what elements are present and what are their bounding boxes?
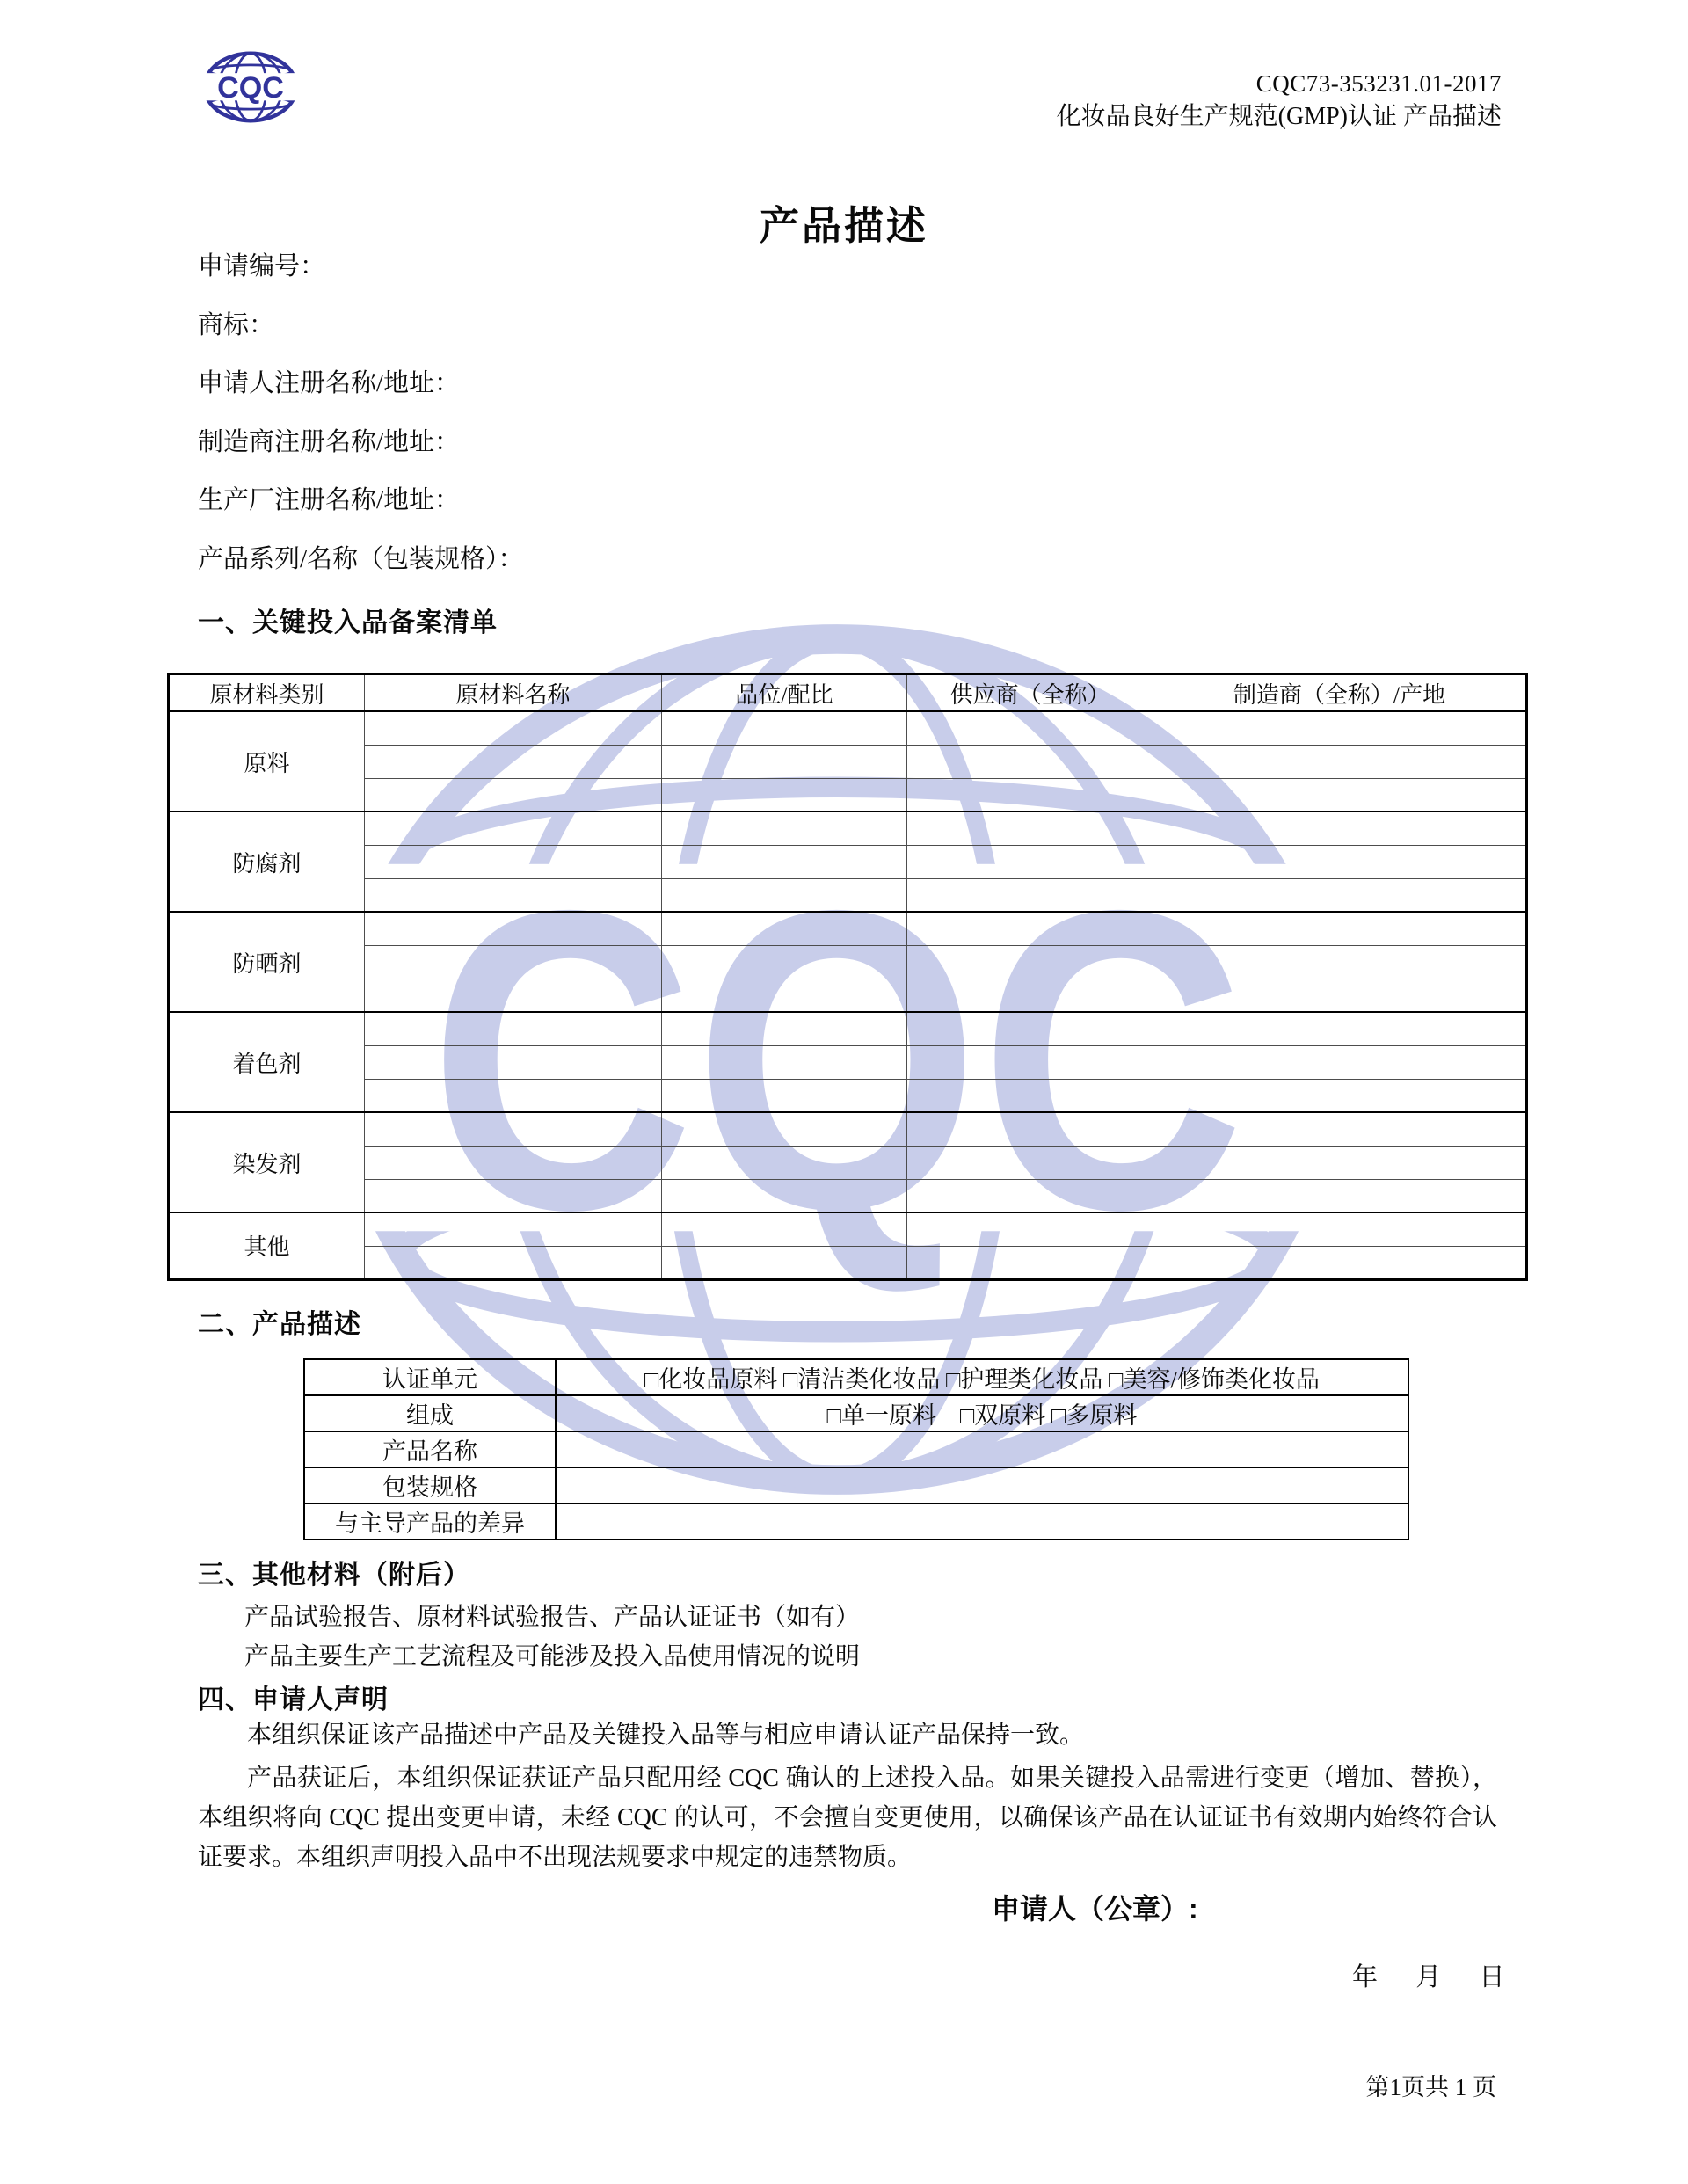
doc-number: CQC73-353231.01-2017 — [1255, 70, 1502, 97]
table1-empty-cell — [1153, 845, 1527, 878]
table1-empty-cell — [907, 1146, 1153, 1179]
table1-empty-cell — [662, 945, 907, 979]
table1-empty-cell — [662, 1212, 907, 1246]
table1-empty-cell — [1153, 1112, 1527, 1146]
table1-empty-cell — [907, 711, 1153, 745]
attachment-list — [244, 1598, 860, 1677]
page-title: 产品描述 — [759, 204, 928, 248]
table1-empty-cell — [907, 812, 1153, 845]
table1-empty-cell — [907, 778, 1153, 812]
table2-row-label: 与主导产品的差异 — [304, 1503, 556, 1540]
section3-heading: 三、其他材料（附后） — [198, 1561, 470, 1590]
table1-row — [169, 1079, 1527, 1112]
table1-empty-cell — [1153, 745, 1527, 778]
table1-empty-cell — [907, 745, 1153, 778]
table2-row — [304, 1431, 1408, 1467]
table1-empty-cell — [907, 1212, 1153, 1246]
table1-empty-cell — [662, 1112, 907, 1146]
table1-row — [169, 711, 1527, 745]
table2-checkbox-options: □化妆品原料 □清洁类化妆品 □护理类化妆品 □美容/修饰类化妆品 — [556, 1359, 1408, 1395]
table1-empty-cell — [662, 1045, 907, 1079]
table1-header-cell: 品位/配比 — [662, 674, 907, 712]
table1-empty-cell — [662, 1146, 907, 1179]
table1-empty-cell — [365, 1179, 662, 1212]
table1-row — [169, 1146, 1527, 1179]
table1-header-row — [169, 674, 1527, 712]
table1-empty-cell — [662, 745, 907, 778]
material-category-label: 防晒剂 — [169, 912, 365, 1012]
table2-row-label: 包装规格 — [304, 1467, 556, 1503]
table1-empty-cell — [1153, 1012, 1527, 1045]
logo-cqc-text: CQC — [217, 71, 284, 106]
table1-empty-cell — [662, 1246, 907, 1279]
table1-empty-cell — [1153, 979, 1527, 1012]
table1-row — [169, 1012, 1527, 1045]
table1-empty-cell — [662, 845, 907, 878]
table1-empty-cell — [1153, 812, 1527, 845]
table1-row — [169, 945, 1527, 979]
table1-empty-cell — [907, 1112, 1153, 1146]
table2-row — [304, 1359, 1408, 1395]
table1-empty-cell — [662, 1079, 907, 1112]
table1-empty-cell — [365, 1112, 662, 1146]
material-category-label: 染发剂 — [169, 1112, 365, 1212]
table1-empty-cell — [662, 778, 907, 812]
applicant-seal-label: 申请人（公章）: — [992, 1893, 1198, 1925]
table2-row-label: 产品名称 — [304, 1431, 556, 1467]
table2-row — [304, 1467, 1408, 1503]
table1-empty-cell — [1153, 878, 1527, 912]
product-description-table-body — [304, 1359, 1408, 1540]
table1-empty-cell — [365, 1212, 662, 1246]
field-application-number: 申请编号： — [198, 252, 326, 280]
field-manufacturer-name-address: 制造商注册名称/地址： — [198, 427, 461, 456]
field-factory-name-address: 生产厂注册名称/地址： — [198, 486, 461, 514]
declaration-paragraph-1: 本组织保证该产品描述中产品及关键投入品等与相应申请认证产品保持一致。 — [247, 1722, 1085, 1749]
table1-empty-cell — [662, 878, 907, 912]
table1-empty-cell — [365, 812, 662, 845]
table1-empty-cell — [1153, 1179, 1527, 1212]
table2-row — [304, 1503, 1408, 1540]
table1-row — [169, 778, 1527, 812]
date-line: 年 月 日 — [1352, 1963, 1521, 1991]
table1-row — [169, 812, 1527, 845]
material-category-label: 防腐剂 — [169, 812, 365, 912]
declaration-paragraph-2: 产品获证后，本组织保证获证产品只配用经 CQC 确认的上述投入品。如果关键投入品需进行变更（增加、替换），本组织将向 CQC 提出变更申请，未经 CQC 的认可，不会擅自变更使用，以确保该产品在认证证书有效期内始终符合认证要求。本组织声明投入品中不出现法规要求中规定的违禁物质。 — [198, 1765, 1497, 1871]
table1-empty-cell — [1153, 1045, 1527, 1079]
table1-row — [169, 745, 1527, 778]
table1-empty-cell — [907, 1179, 1153, 1212]
key-inputs-table — [167, 673, 1528, 1281]
field-product-series-name: 产品系列/名称（包装规格）： — [198, 544, 524, 573]
attachment-item-reports: 产品试验报告、原材料试验报告、产品认证证书（如有） — [244, 1604, 861, 1631]
table1-empty-cell — [365, 945, 662, 979]
field-applicant-name-address: 申请人注册名称/地址： — [198, 369, 461, 397]
key-inputs-table-head — [169, 674, 1527, 712]
table1-empty-cell — [1153, 1246, 1527, 1279]
doc-type-line: 化妆品良好生产规范(GMP)认证 产品描述 — [1056, 103, 1502, 130]
attachment-item-process: 产品主要生产工艺流程及可能涉及投入品使用情况的说明 — [244, 1643, 861, 1671]
table1-empty-cell — [365, 1246, 662, 1279]
table1-empty-cell — [1153, 945, 1527, 979]
material-category-label: 着色剂 — [169, 1012, 365, 1112]
table1-empty-cell — [1153, 1146, 1527, 1179]
table1-header-cell: 制造商（全称）/产地 — [1153, 674, 1527, 712]
table2-row-label: 组成 — [304, 1395, 556, 1431]
table1-empty-cell — [662, 711, 907, 745]
table1-empty-cell — [907, 979, 1153, 1012]
table1-row — [169, 979, 1527, 1012]
table1-row — [169, 845, 1527, 878]
section4-heading: 四、申请人声明 — [198, 1685, 389, 1714]
section1-heading: 一、关键投入品备案清单 — [198, 608, 498, 637]
table1-empty-cell — [907, 1045, 1153, 1079]
table2-empty-value — [556, 1431, 1408, 1467]
table1-empty-cell — [907, 945, 1153, 979]
table1-empty-cell — [365, 711, 662, 745]
product-description-table — [303, 1358, 1409, 1540]
field-trademark: 商标： — [198, 310, 275, 339]
table1-empty-cell — [907, 1246, 1153, 1279]
table1-row — [169, 1179, 1527, 1212]
page-number: 第1页共 1 页 — [1365, 2074, 1496, 2100]
table2-empty-value — [556, 1503, 1408, 1540]
table1-empty-cell — [365, 745, 662, 778]
table2-checkbox-options: □单一原料 □双原料 □多原料 — [556, 1395, 1408, 1431]
applicant-declaration — [198, 1715, 1497, 1877]
material-category-label: 其他 — [169, 1212, 365, 1279]
table1-empty-cell — [365, 1045, 662, 1079]
table1-empty-cell — [1153, 711, 1527, 745]
section2-heading: 二、产品描述 — [198, 1310, 361, 1339]
table1-empty-cell — [907, 912, 1153, 945]
table1-header-cell: 原材料类别 — [169, 674, 365, 712]
table1-empty-cell — [365, 1012, 662, 1045]
table1-empty-cell — [907, 1079, 1153, 1112]
table1-row — [169, 878, 1527, 912]
table1-row — [169, 912, 1527, 945]
table1-empty-cell — [662, 912, 907, 945]
watermark-cqc-text: CQC — [429, 821, 1245, 1299]
table1-empty-cell — [365, 1146, 662, 1179]
cqc-logo-icon — [202, 51, 299, 123]
table1-empty-cell — [907, 878, 1153, 912]
table1-header-cell: 原材料名称 — [365, 674, 662, 712]
table1-empty-cell — [662, 812, 907, 845]
table2-empty-value — [556, 1467, 1408, 1503]
key-inputs-table-body — [169, 711, 1527, 1279]
table1-row — [169, 1045, 1527, 1079]
table1-empty-cell — [662, 1179, 907, 1212]
table1-row — [169, 1212, 1527, 1246]
table1-empty-cell — [365, 979, 662, 1012]
table1-empty-cell — [365, 1079, 662, 1112]
table1-empty-cell — [1153, 778, 1527, 812]
table1-header-cell: 供应商（全称） — [907, 674, 1153, 712]
table1-empty-cell — [365, 912, 662, 945]
table1-empty-cell — [662, 979, 907, 1012]
material-category-label: 原料 — [169, 711, 365, 812]
table2-row-label: 认证单元 — [304, 1359, 556, 1395]
table1-empty-cell — [907, 845, 1153, 878]
table1-row — [169, 1246, 1527, 1279]
table1-row — [169, 1112, 1527, 1146]
application-fields — [198, 237, 524, 588]
table1-empty-cell — [1153, 912, 1527, 945]
table1-empty-cell — [365, 778, 662, 812]
table1-empty-cell — [907, 1012, 1153, 1045]
table1-empty-cell — [1153, 1212, 1527, 1246]
table2-row — [304, 1395, 1408, 1431]
table1-empty-cell — [662, 1012, 907, 1045]
table1-empty-cell — [365, 878, 662, 912]
table1-empty-cell — [365, 845, 662, 878]
table1-empty-cell — [1153, 1079, 1527, 1112]
